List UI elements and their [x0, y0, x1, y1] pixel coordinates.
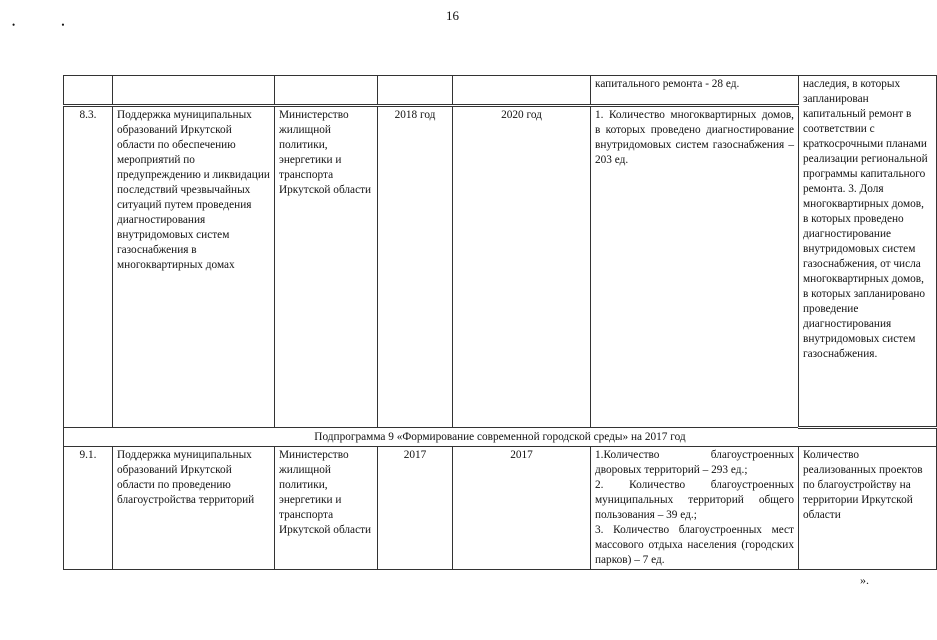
cell-start: 2018 год	[378, 106, 453, 428]
page-number: 16	[446, 8, 459, 23]
cell-indicator: наследия, в которых запланирован капитальный ремонт в соответствии с краткосрочными планами реализации региональной программы капитального ремонта. 3. Доля многоквартирных домов, в которых проведено диагностирование внутридомовых систем газоснабжения, от числа многоквартирных домов, в которых запланировано проведение диагностирования внутридомовых систем газоснабжения.	[799, 76, 937, 428]
cell-end	[453, 76, 591, 106]
cell-executor	[275, 76, 378, 106]
subprogram-header-row	[64, 428, 937, 447]
table-row-9-1	[64, 447, 937, 570]
subprogram-title: Подпрограмма 9 «Формирование современной городской среды» на 2017 год	[64, 428, 937, 447]
cell-start: 2017	[378, 447, 453, 570]
cell-activity: Поддержка муниципальных образований Иркутской области по обеспечению мероприятий по предупреждению и ликвидации последствий чрезвычайных ситуаций путем проведения диагностирования внутридомовых систем газоснабжения в многоквартирных домах	[113, 106, 275, 428]
cell-end: 2017	[453, 447, 591, 570]
table-row-continuation-top	[64, 76, 937, 106]
cell-result: 1. Количество многоквартирных домов, в которых проведено диагностирование внутридомовых систем газоснабжения – 203 ед.	[591, 106, 799, 428]
cell-num	[64, 76, 113, 106]
cell-num: 9.1.	[64, 447, 113, 570]
cell-activity: Поддержка муниципальных образований Иркутской области по проведению благоустройства территорий	[113, 447, 275, 570]
cell-start	[378, 76, 453, 106]
cell-end: 2020 год	[453, 106, 591, 428]
cell-activity	[113, 76, 275, 106]
result-item-1: 1.Количество благоустроенных дворовых территорий – 293 ед.;	[595, 449, 794, 476]
result-item-3: 3. Количество благоустроенных мест массового отдыха населения (городских парков) – 7 ед.	[595, 524, 794, 566]
cell-num: 8.3.	[64, 106, 113, 428]
cell-indicator: Количество реализованных проектов по благоустройству на территории Иркутской области	[799, 447, 937, 570]
cell-result: капитального ремонта - 28 ед.	[591, 76, 799, 106]
scan-marks: • •	[12, 20, 87, 30]
result-item-2: 2. Количество благоустроенных муниципальных территорий общего пользования – 39 ед.;	[595, 479, 794, 521]
cell-executor: Министерство жилищной политики, энергетики и транспорта Иркутской области	[275, 106, 378, 428]
program-table	[63, 75, 937, 570]
cell-executor: Министерство жилищной политики, энергетики и транспорта Иркутской области	[275, 447, 378, 570]
cell-result	[591, 447, 799, 570]
closing-quote: ».	[860, 573, 869, 587]
